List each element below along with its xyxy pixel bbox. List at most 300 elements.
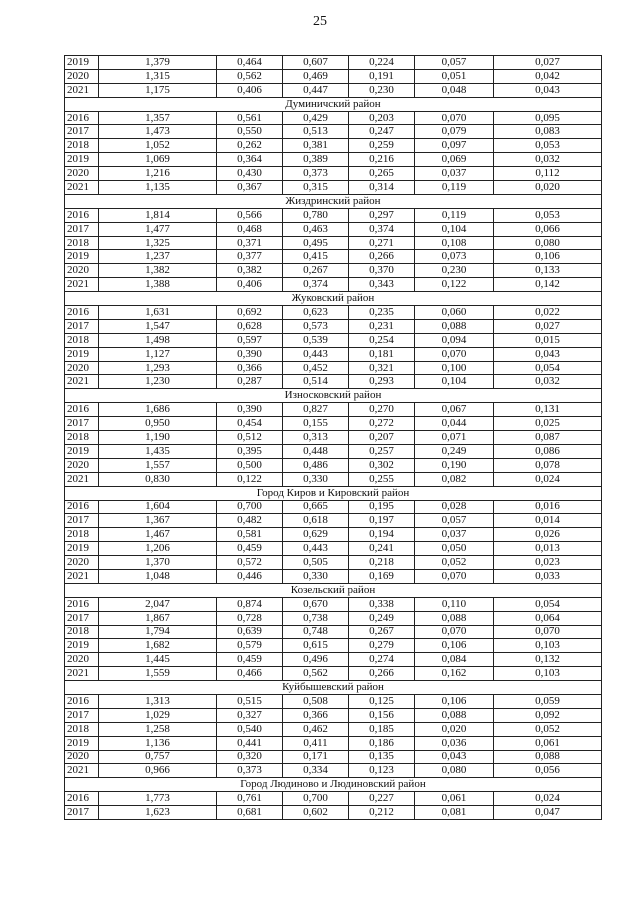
value-cell: 0,486 (283, 458, 349, 472)
value-cell: 0,395 (217, 444, 283, 458)
table-row (65, 181, 602, 195)
value-cell: 0,579 (217, 639, 283, 653)
value-cell: 0,027 (494, 56, 602, 70)
table-row (65, 417, 602, 431)
value-cell: 0,389 (283, 153, 349, 167)
value-cell: 0,249 (415, 444, 494, 458)
table-row (65, 750, 602, 764)
value-cell: 0,681 (217, 806, 283, 820)
value-cell: 0,122 (217, 472, 283, 486)
table-row (65, 375, 602, 389)
table-row (65, 319, 602, 333)
value-cell: 0,270 (349, 403, 415, 417)
value-cell: 0,314 (349, 181, 415, 195)
value-cell: 1,370 (99, 556, 217, 570)
value-cell: 1,379 (99, 56, 217, 70)
value-cell: 0,628 (217, 319, 283, 333)
value-cell: 0,081 (415, 806, 494, 820)
value-cell: 0,043 (494, 83, 602, 97)
value-cell: 0,514 (283, 375, 349, 389)
value-cell: 0,539 (283, 333, 349, 347)
year-cell: 2021 (65, 472, 99, 486)
year-cell: 2016 (65, 694, 99, 708)
value-cell: 0,033 (494, 569, 602, 583)
table-row (65, 139, 602, 153)
value-cell: 0,224 (349, 56, 415, 70)
value-cell: 0,429 (283, 111, 349, 125)
value-cell: 0,406 (217, 278, 283, 292)
year-cell: 2016 (65, 792, 99, 806)
value-cell: 0,561 (217, 111, 283, 125)
year-cell: 2017 (65, 125, 99, 139)
value-cell: 0,203 (349, 111, 415, 125)
value-cell: 0,054 (494, 361, 602, 375)
table-row (65, 347, 602, 361)
value-cell: 0,496 (283, 653, 349, 667)
value-cell: 0,162 (415, 667, 494, 681)
value-cell: 0,274 (349, 653, 415, 667)
value-cell: 0,607 (283, 56, 349, 70)
value-cell: 1,325 (99, 236, 217, 250)
year-cell: 2018 (65, 236, 99, 250)
value-cell: 0,443 (283, 347, 349, 361)
table-row (65, 625, 602, 639)
year-cell: 2021 (65, 278, 99, 292)
value-cell: 1,445 (99, 653, 217, 667)
value-cell: 1,498 (99, 333, 217, 347)
district-header-row (65, 778, 602, 792)
value-cell: 0,728 (217, 611, 283, 625)
table-row (65, 444, 602, 458)
value-cell: 0,100 (415, 361, 494, 375)
value-cell: 0,088 (415, 611, 494, 625)
value-cell: 0,374 (283, 278, 349, 292)
table-row (65, 708, 602, 722)
year-cell: 2019 (65, 542, 99, 556)
value-cell: 1,293 (99, 361, 217, 375)
value-cell: 0,023 (494, 556, 602, 570)
value-cell: 0,454 (217, 417, 283, 431)
value-cell: 0,573 (283, 319, 349, 333)
district-header-row (65, 194, 602, 208)
value-cell: 0,052 (415, 556, 494, 570)
year-cell: 2019 (65, 444, 99, 458)
value-cell: 0,026 (494, 528, 602, 542)
value-cell: 0,060 (415, 306, 494, 320)
value-cell: 0,131 (494, 403, 602, 417)
value-cell: 0,212 (349, 806, 415, 820)
value-cell: 0,052 (494, 722, 602, 736)
year-cell: 2021 (65, 83, 99, 97)
table-row (65, 69, 602, 83)
value-cell: 0,197 (349, 514, 415, 528)
table-row (65, 528, 602, 542)
value-cell: 0,254 (349, 333, 415, 347)
district-header-row (65, 583, 602, 597)
value-cell: 0,171 (283, 750, 349, 764)
value-cell: 0,106 (415, 639, 494, 653)
page-number: 25 (313, 14, 327, 29)
district-header-row (65, 486, 602, 500)
value-cell: 0,230 (415, 264, 494, 278)
value-cell: 1,794 (99, 625, 217, 639)
table-row (65, 694, 602, 708)
value-cell: 0,088 (415, 708, 494, 722)
year-cell: 2016 (65, 597, 99, 611)
year-cell: 2016 (65, 403, 99, 417)
year-cell: 2017 (65, 514, 99, 528)
value-cell: 1,686 (99, 403, 217, 417)
value-cell: 0,155 (283, 417, 349, 431)
value-cell: 0,293 (349, 375, 415, 389)
value-cell: 1,631 (99, 306, 217, 320)
year-cell: 2016 (65, 500, 99, 514)
value-cell: 0,112 (494, 167, 602, 181)
value-cell: 0,265 (349, 167, 415, 181)
year-cell: 2017 (65, 806, 99, 820)
value-cell: 0,036 (415, 736, 494, 750)
table-row (65, 472, 602, 486)
table-row (65, 611, 602, 625)
year-cell: 2021 (65, 181, 99, 195)
value-cell: 0,084 (415, 653, 494, 667)
value-cell: 1,773 (99, 792, 217, 806)
table-body (65, 56, 602, 820)
value-cell: 0,566 (217, 208, 283, 222)
year-cell: 2019 (65, 56, 99, 70)
value-cell: 1,190 (99, 431, 217, 445)
year-cell: 2021 (65, 375, 99, 389)
value-cell: 0,508 (283, 694, 349, 708)
value-cell: 0,390 (217, 347, 283, 361)
value-cell: 0,618 (283, 514, 349, 528)
value-cell: 0,562 (283, 667, 349, 681)
value-cell: 0,257 (349, 444, 415, 458)
value-cell: 0,639 (217, 625, 283, 639)
value-cell: 0,430 (217, 167, 283, 181)
district-name: Износковский район (65, 389, 602, 403)
value-cell: 0,043 (494, 347, 602, 361)
value-cell: 0,087 (494, 431, 602, 445)
table-row (65, 806, 602, 820)
value-cell: 0,059 (494, 694, 602, 708)
value-cell: 0,050 (415, 542, 494, 556)
value-cell: 1,547 (99, 319, 217, 333)
value-cell: 0,231 (349, 319, 415, 333)
value-cell: 0,468 (217, 222, 283, 236)
value-cell: 0,047 (494, 806, 602, 820)
value-cell: 0,266 (349, 667, 415, 681)
value-cell: 0,070 (415, 569, 494, 583)
value-cell: 0,057 (415, 514, 494, 528)
value-cell: 1,048 (99, 569, 217, 583)
value-cell: 0,512 (217, 431, 283, 445)
value-cell: 0,615 (283, 639, 349, 653)
value-cell: 0,064 (494, 611, 602, 625)
value-cell: 0,070 (494, 625, 602, 639)
value-cell: 0,122 (415, 278, 494, 292)
value-cell: 1,867 (99, 611, 217, 625)
year-cell: 2018 (65, 722, 99, 736)
value-cell: 0,191 (349, 69, 415, 83)
table-row (65, 653, 602, 667)
value-cell: 0,024 (494, 792, 602, 806)
value-cell: 0,103 (494, 639, 602, 653)
value-cell: 0,562 (217, 69, 283, 83)
value-cell: 1,623 (99, 806, 217, 820)
value-cell: 0,097 (415, 139, 494, 153)
value-cell: 0,135 (349, 750, 415, 764)
value-cell: 0,406 (217, 83, 283, 97)
table-row (65, 153, 602, 167)
value-cell: 0,070 (415, 111, 494, 125)
value-cell: 0,043 (415, 750, 494, 764)
value-cell: 0,020 (494, 181, 602, 195)
value-cell: 0,053 (494, 208, 602, 222)
value-cell: 0,267 (349, 625, 415, 639)
value-cell: 0,466 (217, 667, 283, 681)
value-cell: 2,047 (99, 597, 217, 611)
statistics-table (64, 55, 602, 820)
value-cell: 0,020 (415, 722, 494, 736)
table-row (65, 458, 602, 472)
value-cell: 0,581 (217, 528, 283, 542)
value-cell: 0,079 (415, 125, 494, 139)
value-cell: 0,218 (349, 556, 415, 570)
year-cell: 2016 (65, 208, 99, 222)
value-cell: 0,366 (217, 361, 283, 375)
year-cell: 2018 (65, 333, 99, 347)
district-header-row (65, 681, 602, 695)
value-cell: 0,463 (283, 222, 349, 236)
value-cell: 0,230 (349, 83, 415, 97)
table-row (65, 125, 602, 139)
value-cell: 0,132 (494, 653, 602, 667)
value-cell: 0,780 (283, 208, 349, 222)
value-cell: 0,966 (99, 764, 217, 778)
value-cell: 0,013 (494, 542, 602, 556)
year-cell: 2020 (65, 556, 99, 570)
value-cell: 0,748 (283, 625, 349, 639)
year-cell: 2020 (65, 264, 99, 278)
value-cell: 1,135 (99, 181, 217, 195)
value-cell: 0,028 (415, 500, 494, 514)
value-cell: 0,446 (217, 569, 283, 583)
value-cell: 1,315 (99, 69, 217, 83)
value-cell: 0,181 (349, 347, 415, 361)
value-cell: 0,459 (217, 542, 283, 556)
value-cell: 0,629 (283, 528, 349, 542)
value-cell: 1,029 (99, 708, 217, 722)
value-cell: 0,495 (283, 236, 349, 250)
table-row (65, 792, 602, 806)
value-cell: 1,382 (99, 264, 217, 278)
value-cell: 0,235 (349, 306, 415, 320)
value-cell: 0,390 (217, 403, 283, 417)
table-row (65, 431, 602, 445)
year-cell: 2016 (65, 111, 99, 125)
value-cell: 0,267 (283, 264, 349, 278)
value-cell: 1,357 (99, 111, 217, 125)
value-cell: 0,266 (349, 250, 415, 264)
value-cell: 0,061 (494, 736, 602, 750)
value-cell: 0,108 (415, 236, 494, 250)
value-cell: 0,321 (349, 361, 415, 375)
value-cell: 1,477 (99, 222, 217, 236)
value-cell: 0,373 (283, 167, 349, 181)
value-cell: 0,247 (349, 125, 415, 139)
value-cell: 0,411 (283, 736, 349, 750)
value-cell: 1,467 (99, 528, 217, 542)
value-cell: 0,874 (217, 597, 283, 611)
value-cell: 1,435 (99, 444, 217, 458)
value-cell: 0,169 (349, 569, 415, 583)
year-cell: 2018 (65, 625, 99, 639)
value-cell: 0,190 (415, 458, 494, 472)
value-cell: 1,258 (99, 722, 217, 736)
value-cell: 0,088 (415, 319, 494, 333)
value-cell: 0,315 (283, 181, 349, 195)
value-cell: 0,313 (283, 431, 349, 445)
value-cell: 0,505 (283, 556, 349, 570)
value-cell: 0,095 (494, 111, 602, 125)
table-row (65, 83, 602, 97)
value-cell: 0,448 (283, 444, 349, 458)
value-cell: 0,056 (494, 764, 602, 778)
value-cell: 0,082 (415, 472, 494, 486)
value-cell: 0,670 (283, 597, 349, 611)
district-header-row (65, 389, 602, 403)
value-cell: 0,110 (415, 597, 494, 611)
value-cell: 0,320 (217, 750, 283, 764)
value-cell: 1,557 (99, 458, 217, 472)
value-cell: 0,083 (494, 125, 602, 139)
district-name: Козельский район (65, 583, 602, 597)
year-cell: 2021 (65, 569, 99, 583)
value-cell: 0,540 (217, 722, 283, 736)
year-cell: 2020 (65, 361, 99, 375)
value-cell: 0,700 (283, 792, 349, 806)
year-cell: 2017 (65, 222, 99, 236)
value-cell: 0,037 (415, 167, 494, 181)
value-cell: 0,374 (349, 222, 415, 236)
value-cell: 1,604 (99, 500, 217, 514)
table-row (65, 250, 602, 264)
value-cell: 0,069 (415, 153, 494, 167)
table-row (65, 569, 602, 583)
year-cell: 2017 (65, 417, 99, 431)
value-cell: 0,381 (283, 139, 349, 153)
value-cell: 0,447 (283, 83, 349, 97)
value-cell: 0,338 (349, 597, 415, 611)
year-cell: 2016 (65, 306, 99, 320)
value-cell: 1,127 (99, 347, 217, 361)
value-cell: 0,119 (415, 208, 494, 222)
value-cell: 1,237 (99, 250, 217, 264)
value-cell: 0,125 (349, 694, 415, 708)
table-row (65, 764, 602, 778)
table-row (65, 736, 602, 750)
table-row (65, 667, 602, 681)
value-cell: 0,330 (283, 472, 349, 486)
value-cell: 1,052 (99, 139, 217, 153)
value-cell: 0,302 (349, 458, 415, 472)
value-cell: 1,175 (99, 83, 217, 97)
table-row (65, 514, 602, 528)
value-cell: 0,073 (415, 250, 494, 264)
value-cell: 0,133 (494, 264, 602, 278)
value-cell: 0,452 (283, 361, 349, 375)
value-cell: 0,464 (217, 56, 283, 70)
value-cell: 1,230 (99, 375, 217, 389)
year-cell: 2020 (65, 653, 99, 667)
value-cell: 0,259 (349, 139, 415, 153)
value-cell: 0,334 (283, 764, 349, 778)
district-name: Город Киров и Кировский район (65, 486, 602, 500)
value-cell: 0,106 (415, 694, 494, 708)
table-row (65, 167, 602, 181)
value-cell: 0,186 (349, 736, 415, 750)
value-cell: 0,370 (349, 264, 415, 278)
value-cell: 1,136 (99, 736, 217, 750)
value-cell: 0,255 (349, 472, 415, 486)
value-cell: 0,025 (494, 417, 602, 431)
value-cell: 0,459 (217, 653, 283, 667)
year-cell: 2020 (65, 69, 99, 83)
value-cell: 0,272 (349, 417, 415, 431)
value-cell: 0,623 (283, 306, 349, 320)
value-cell: 0,080 (415, 764, 494, 778)
table-row (65, 56, 602, 70)
value-cell: 1,313 (99, 694, 217, 708)
value-cell: 0,051 (415, 69, 494, 83)
year-cell: 2018 (65, 528, 99, 542)
table-row (65, 722, 602, 736)
value-cell: 0,441 (217, 736, 283, 750)
value-cell: 0,194 (349, 528, 415, 542)
value-cell: 0,123 (349, 764, 415, 778)
value-cell: 0,462 (283, 722, 349, 736)
value-cell: 0,700 (217, 500, 283, 514)
value-cell: 0,207 (349, 431, 415, 445)
value-cell: 0,757 (99, 750, 217, 764)
value-cell: 1,682 (99, 639, 217, 653)
value-cell: 0,297 (349, 208, 415, 222)
value-cell: 0,044 (415, 417, 494, 431)
year-cell: 2019 (65, 153, 99, 167)
value-cell: 0,597 (217, 333, 283, 347)
table-row (65, 208, 602, 222)
value-cell: 0,067 (415, 403, 494, 417)
district-header-row (65, 292, 602, 306)
value-cell: 0,665 (283, 500, 349, 514)
value-cell: 0,094 (415, 333, 494, 347)
value-cell: 0,088 (494, 750, 602, 764)
value-cell: 0,469 (283, 69, 349, 83)
value-cell: 0,048 (415, 83, 494, 97)
value-cell: 0,216 (349, 153, 415, 167)
value-cell: 0,071 (415, 431, 494, 445)
year-cell: 2020 (65, 167, 99, 181)
value-cell: 0,500 (217, 458, 283, 472)
district-name: Думиничский район (65, 97, 602, 111)
value-cell: 0,271 (349, 236, 415, 250)
value-cell: 0,373 (217, 764, 283, 778)
district-name: Жуковский район (65, 292, 602, 306)
value-cell: 0,227 (349, 792, 415, 806)
year-cell: 2017 (65, 611, 99, 625)
value-cell: 0,371 (217, 236, 283, 250)
